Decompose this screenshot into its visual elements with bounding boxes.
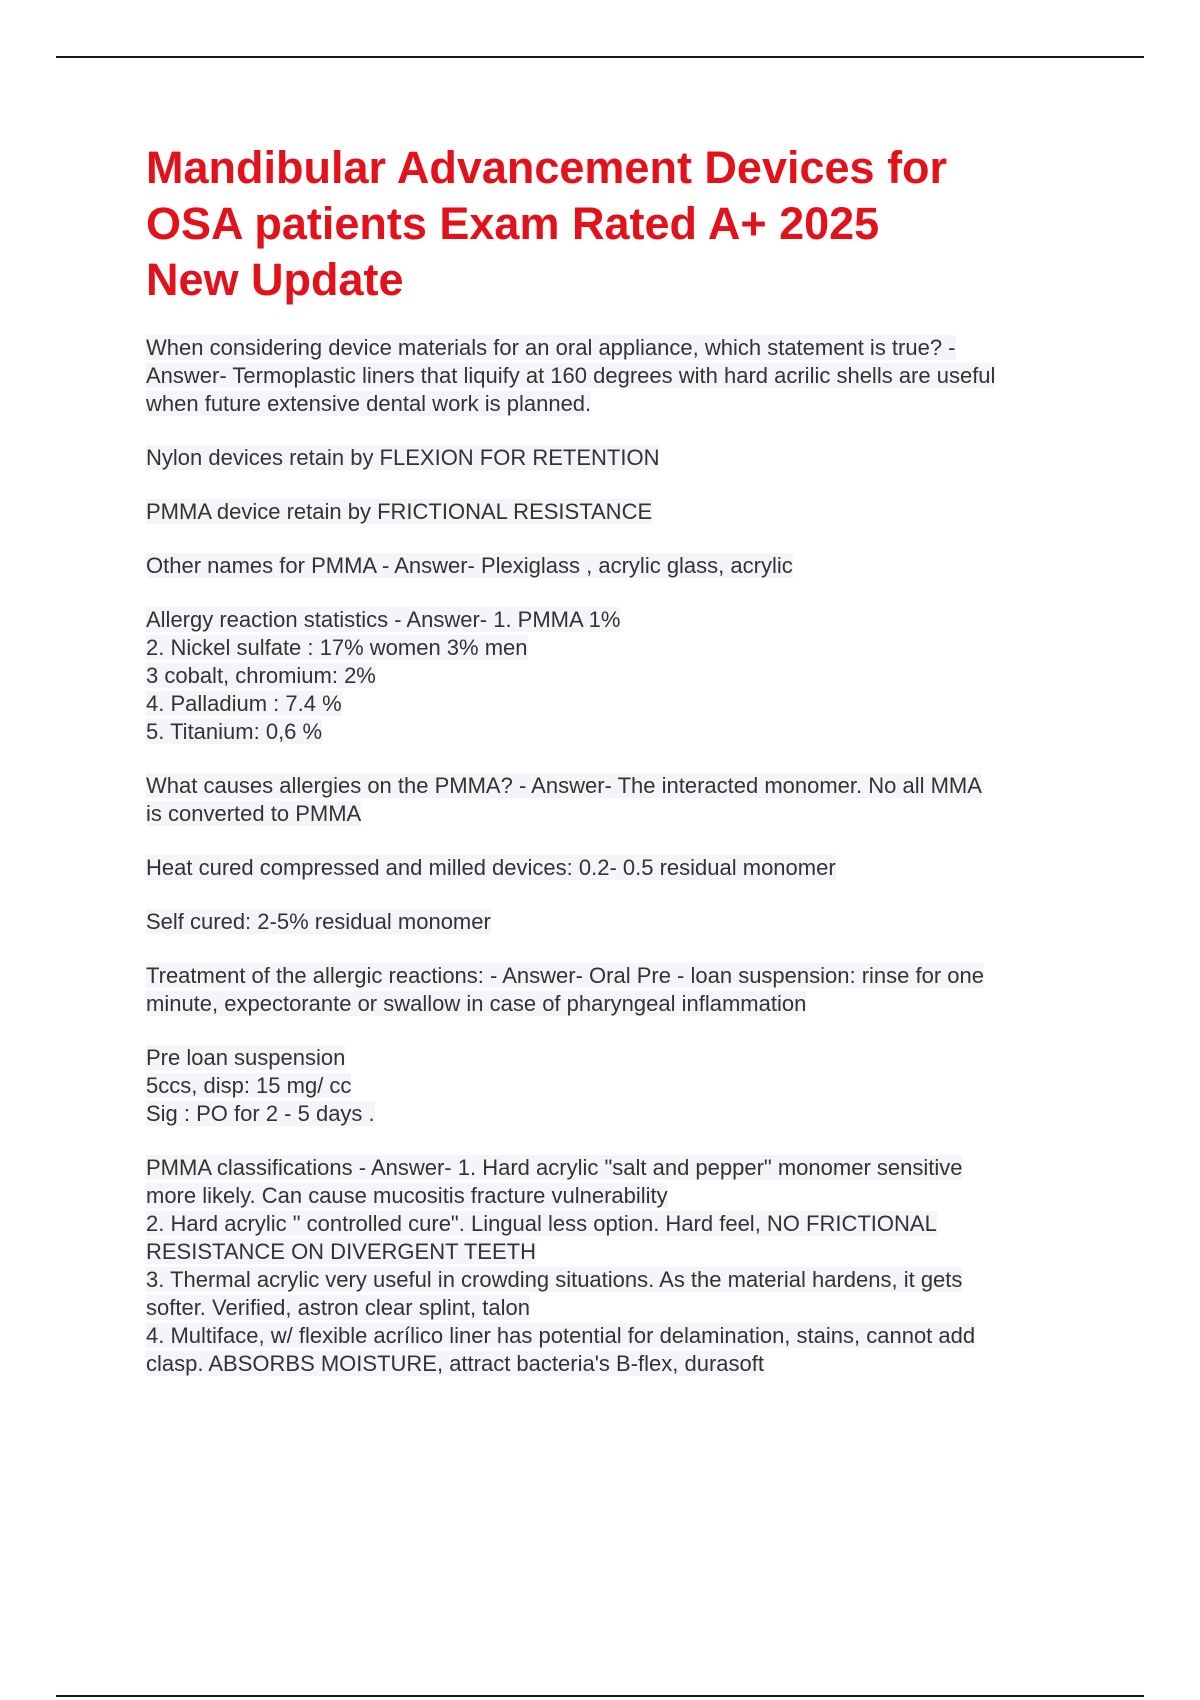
text-line: Self cured: 2-5% residual monomer [146,909,491,934]
header-rule [56,56,1144,58]
qa-block-prescription [146,1044,1096,1128]
text-line: 2. Nickel sulfate : 17% women 3% men [146,635,528,660]
text-line: when future extensive dental work is planned. [146,391,592,416]
text-line: Sig : PO for 2 - 5 days . [146,1101,375,1126]
document-title [146,140,1096,308]
qa-block-device-materials [146,334,1096,418]
text-line: Allergy reaction statistics - Answer- 1. PMMA 1% [146,607,621,632]
text-line: Heat cured compressed and milled devices: 0.2- 0.5 residual monomer [146,855,836,880]
qa-block-pmma-classifications [146,1154,1096,1378]
text-line: When considering device materials for an oral appliance, which statement is true? - [146,335,956,360]
text-line: Other names for PMMA - Answer- Plexiglass , acrylic glass, acrylic [146,553,793,578]
document-page [146,140,1096,1404]
text-line: 4. Multiface, w/ flexible acrílico liner has potential for delamination, stains, cannot add [146,1323,976,1348]
qa-block-allergy-treatment [146,962,1096,1018]
qa-block-allergy-causes [146,772,1096,828]
text-line: What causes allergies on the PMMA? - Answer- The interacted monomer. No all MMA [146,773,982,798]
text-line: is converted to PMMA [146,801,362,826]
text-line: 5. Titanium: 0,6 % [146,719,323,744]
text-line: 4. Palladium : 7.4 % [146,691,342,716]
text-line: RESISTANCE ON DIVERGENT TEETH [146,1239,536,1264]
text-line: softer. Verified, astron clear splint, talon [146,1295,530,1320]
qa-block-pmma-retention [146,498,1096,526]
qa-block-allergy-statistics [146,606,1096,746]
qa-block-self-cured [146,908,1096,936]
text-line: 3 cobalt, chromium: 2% [146,663,376,688]
text-line: PMMA device retain by FRICTIONAL RESISTANCE [146,499,653,524]
footer-rule [56,1695,1144,1697]
qa-block-nylon-retention [146,444,1096,472]
text-line: clasp. ABSORBS MOISTURE, attract bacteria's B-flex, durasoft [146,1351,764,1376]
qa-block-heat-cured [146,854,1096,882]
title-line: OSA patients Exam Rated A+ 2025 [146,198,880,249]
title-line: Mandibular Advancement Devices for [146,142,948,193]
text-line: Nylon devices retain by FLEXION FOR RETENTION [146,445,660,470]
text-line: Pre loan suspension [146,1045,346,1070]
qa-block-pmma-names [146,552,1096,580]
text-line: 2. Hard acrylic " controlled cure". Lingual less option. Hard feel, NO FRICTIONAL [146,1211,937,1236]
title-line: New Update [146,254,404,305]
text-line: Answer- Termoplastic liners that liquify at 160 degrees with hard acrilic shells are useful [146,363,996,388]
text-line: 3. Thermal acrylic very useful in crowding situations. As the material hardens, it gets [146,1267,963,1292]
text-line: PMMA classifications - Answer- 1. Hard acrylic "salt and pepper" monomer sensitive [146,1155,963,1180]
text-line: 5ccs, disp: 15 mg/ cc [146,1073,352,1098]
text-line: more likely. Can cause mucositis fracture vulnerability [146,1183,668,1208]
text-line: Treatment of the allergic reactions: - Answer- Oral Pre - loan suspension: rinse for one [146,963,985,988]
text-line: minute, expectorante or swallow in case of pharyngeal inflammation [146,991,807,1016]
